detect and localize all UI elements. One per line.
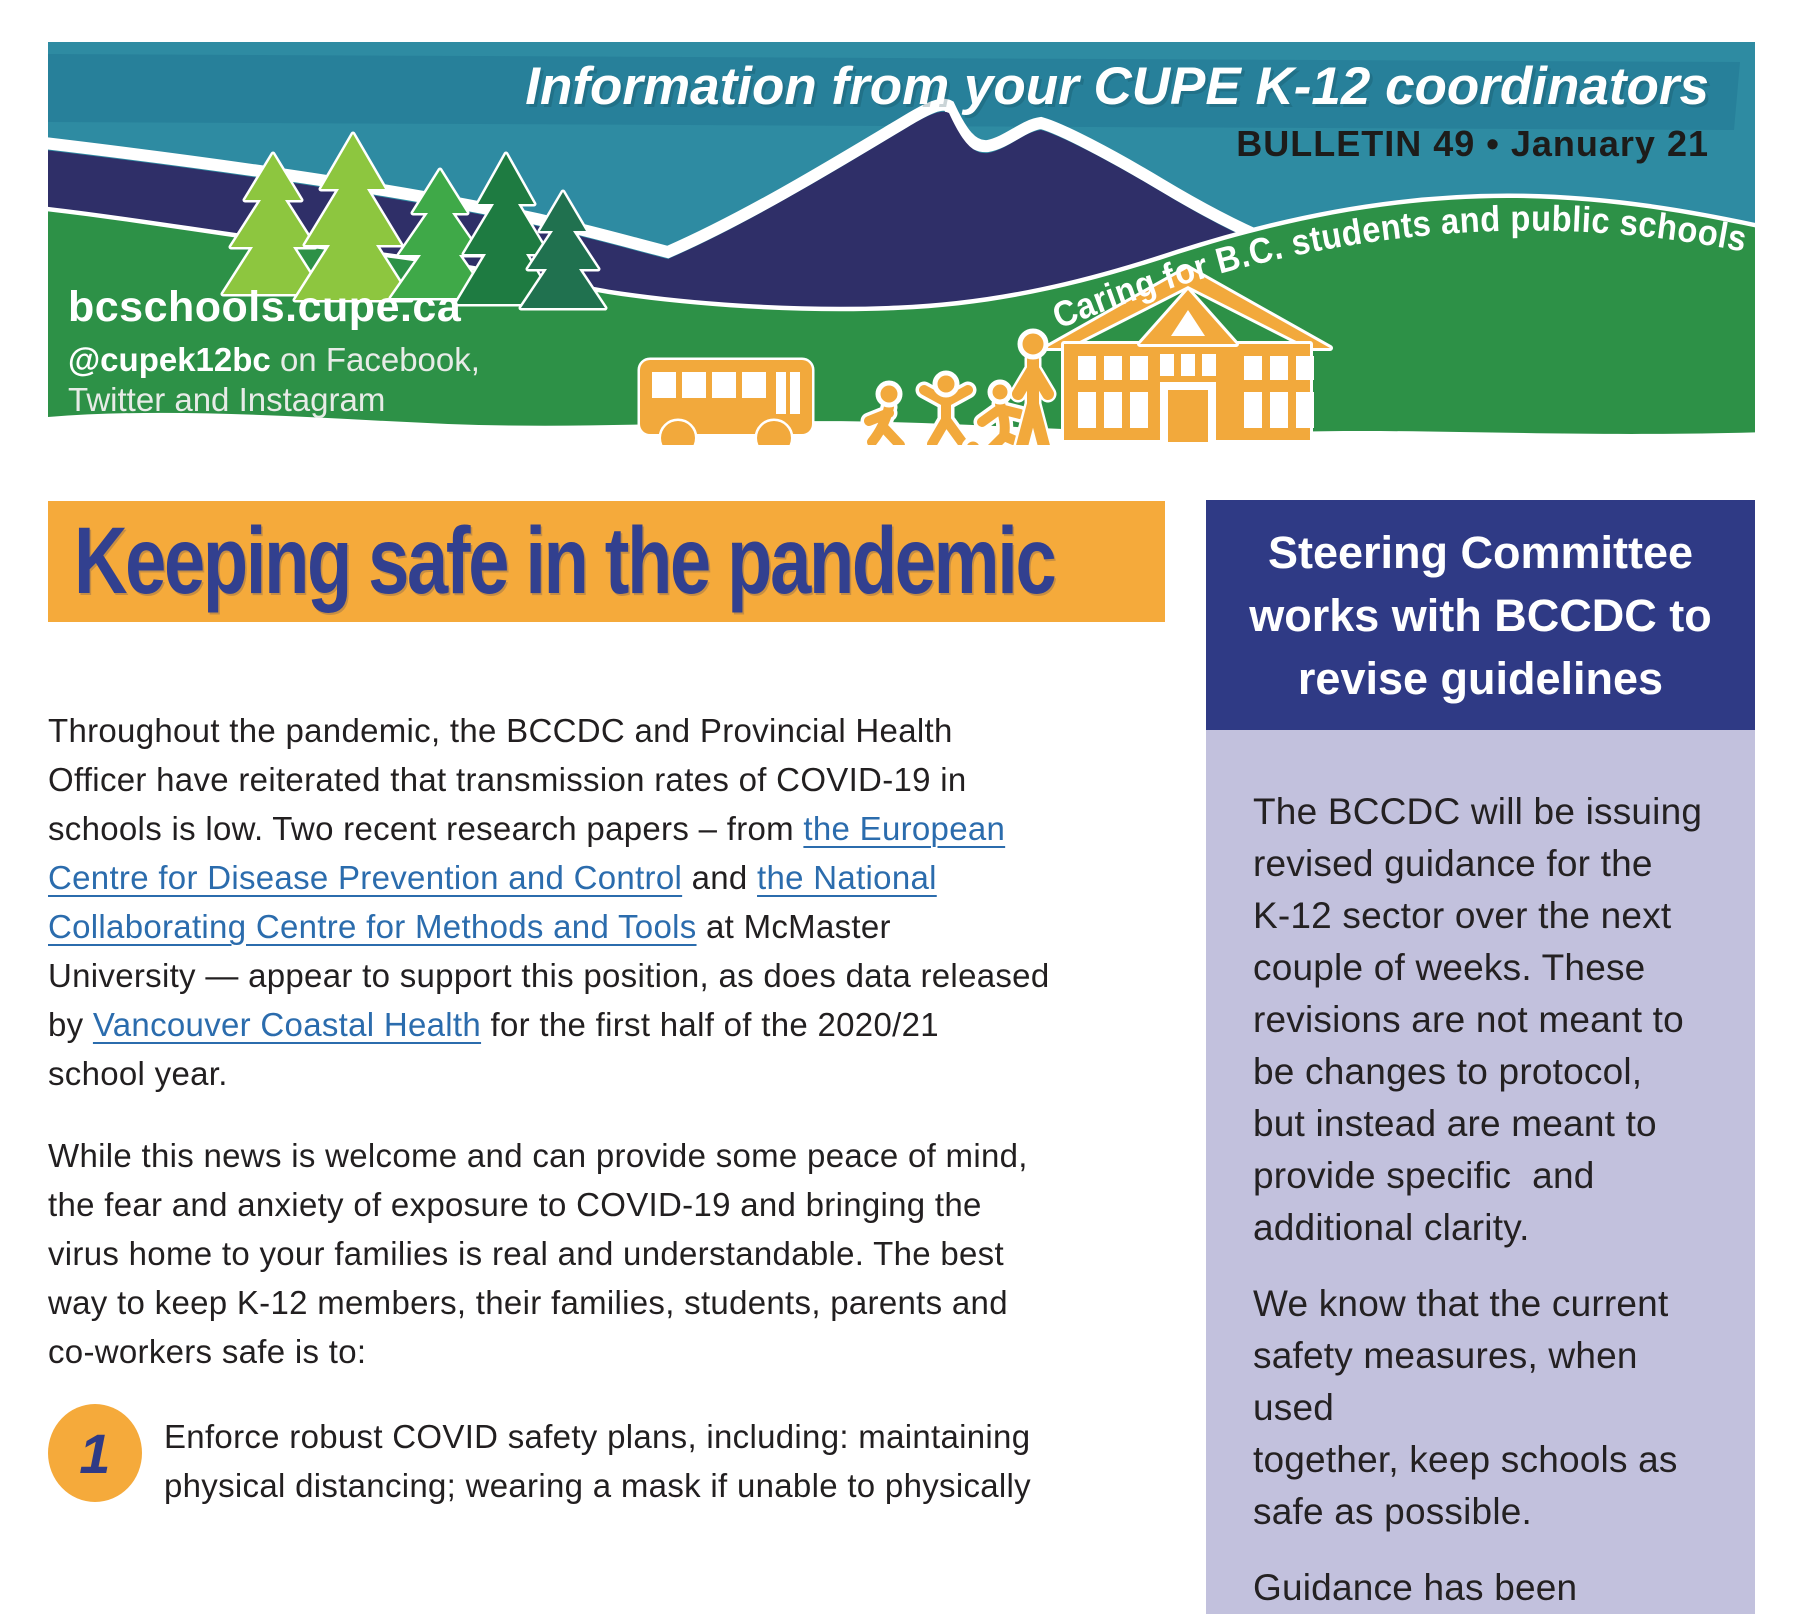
article-headline-box xyxy=(48,501,1165,622)
text-segment: co-workers safe is to: xyxy=(48,1333,367,1370)
sidebar-paragraph-1 xyxy=(1253,786,1717,1254)
curved-slogan-text: Caring for B.C. students and public schools xyxy=(1046,197,1753,337)
inline-link[interactable]: Centre for Disease Prevention and Control xyxy=(48,859,683,896)
website-url: bcschools.cupe.ca xyxy=(68,283,462,331)
text-segment: virus home to your families is real and understandable. The best xyxy=(48,1235,1004,1272)
text-segment: for the first half of the 2020/21 xyxy=(481,1006,939,1043)
list-number: 1 xyxy=(79,1421,111,1485)
text-segment: Throughout the pandemic, the BCCDC and Provincial Health xyxy=(48,712,953,749)
text-segment: and xyxy=(682,859,758,896)
sidebar-paragraph-3 xyxy=(1253,1562,1717,1614)
inline-link[interactable]: the European xyxy=(803,810,1006,847)
text-line: The BCCDC will be issuing xyxy=(1253,791,1703,832)
article-headline: Keeping safe in the pandemic xyxy=(74,508,1055,614)
sidebar-body xyxy=(1206,730,1755,1614)
text-segment: at McMaster xyxy=(696,908,891,945)
text-segment: Enforce robust COVID safety plans, including: maintaining xyxy=(164,1418,1031,1455)
banner-tagline: Information from your CUPE K-12 coordinators xyxy=(525,57,1709,116)
text-segment: by xyxy=(48,1006,93,1043)
school-bus-illustration xyxy=(640,360,812,445)
students-illustration xyxy=(869,373,1020,445)
text-line: revise guidelines xyxy=(1297,652,1664,704)
social-handles xyxy=(68,340,480,420)
text-segment: Twitter and Instagram xyxy=(68,381,386,418)
walking-person-illustration xyxy=(1018,331,1048,445)
text-line: We know that the current xyxy=(1253,1283,1669,1324)
text-line: together, keep schools as xyxy=(1253,1439,1678,1480)
text-segment: While this news is welcome and can provide some peace of mind, xyxy=(48,1137,1028,1174)
text-line: couple of weeks. These xyxy=(1253,947,1646,988)
sidebar-header xyxy=(1206,500,1755,730)
bulletin-number-date: BULLETIN 49 • January 21 xyxy=(1236,123,1709,164)
list-item-text xyxy=(164,1404,1031,1510)
banner-contact-block xyxy=(68,283,480,420)
text-line: but instead are meant to xyxy=(1253,1103,1657,1144)
text-segment: way to keep K-12 members, their families, students, parents and xyxy=(48,1284,1008,1321)
sidebar-paragraph-2 xyxy=(1253,1278,1717,1538)
text-segment: University — appear to support this position, as does data released xyxy=(48,957,1050,994)
bold-text: @cupek12bc xyxy=(68,341,271,378)
text-segment: physical distancing; wearing a mask if unable to physically xyxy=(164,1467,1031,1504)
text-segment: the fear and anxiety of exposure to COVID-19 and bringing the xyxy=(48,1186,982,1223)
text-line: revised guidance for the xyxy=(1253,843,1653,884)
text-segment: schools is low. Two recent research papers – from xyxy=(48,810,804,847)
article-paragraph-1 xyxy=(48,706,1173,1098)
inline-link[interactable]: Vancouver Coastal Health xyxy=(92,1006,482,1043)
text-line: works with BCCDC to xyxy=(1249,589,1712,641)
article-paragraph-2 xyxy=(48,1131,1173,1376)
text-segment: school year. xyxy=(48,1055,228,1092)
text-line: Guidance has been xyxy=(1253,1567,1578,1608)
text-line: revisions are not meant to xyxy=(1253,999,1684,1040)
sidebar-title xyxy=(1249,521,1712,710)
list-number-badge xyxy=(48,1404,142,1502)
numbered-list-item-1 xyxy=(48,1404,1173,1510)
text-line: provide specific and xyxy=(1253,1155,1595,1196)
ball-icon xyxy=(964,439,982,445)
text-line: be changes to protocol, xyxy=(1253,1051,1643,1092)
sidebar xyxy=(1206,500,1755,1608)
text-line: safe as possible. xyxy=(1253,1491,1533,1532)
text-line: safety measures, when used xyxy=(1253,1335,1649,1428)
text-segment: on Facebook, xyxy=(270,341,480,378)
banner xyxy=(48,42,1755,445)
inline-link[interactable]: the National xyxy=(757,859,937,896)
text-segment: Officer have reiterated that transmission rates of COVID-19 in xyxy=(48,761,967,798)
inline-link[interactable]: Collaborating Centre for Methods and Tools xyxy=(48,908,697,945)
text-line: K-12 sector over the next xyxy=(1253,895,1672,936)
article-body xyxy=(48,706,1173,1510)
text-line: additional clarity. xyxy=(1253,1207,1530,1248)
text-line: Steering Committee xyxy=(1267,526,1694,578)
